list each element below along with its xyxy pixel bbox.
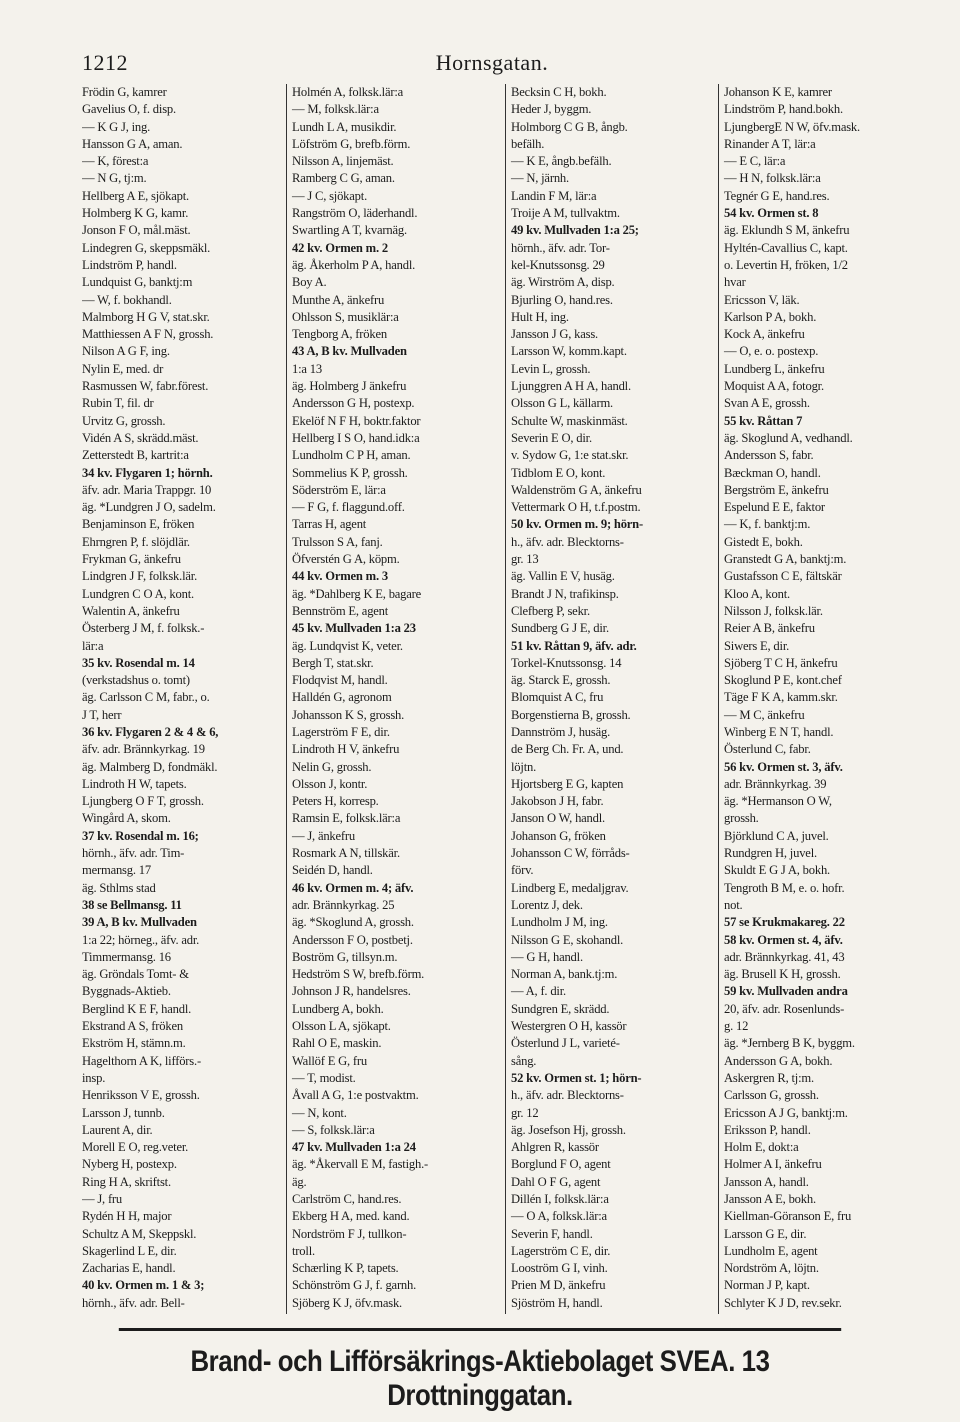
directory-entry: äg. Starck E, grossh. bbox=[511, 673, 611, 688]
directory-entry: — J C, sjökapt. bbox=[292, 188, 368, 203]
directory-entry: — J, fru bbox=[82, 1192, 123, 1206]
directory-entry: insp. bbox=[82, 1070, 106, 1085]
directory-entry: Nilson A G F, ing. bbox=[82, 344, 170, 359]
directory-entry: Holmer A I, änkefru bbox=[724, 1157, 822, 1172]
directory-entry: Brandt J N, trafikinsp. bbox=[511, 586, 619, 601]
directory-entry: Swartling A T, kvarnäg. bbox=[292, 223, 407, 238]
directory-entry: Looström G I, vinh. bbox=[511, 1261, 608, 1276]
directory-entry: Johanson G, fröken bbox=[511, 828, 606, 843]
directory-entry: — M C, änkefru bbox=[724, 707, 805, 722]
directory-entry: 44 kv. Ormen m. 3 bbox=[292, 569, 388, 584]
directory-entry: äfv. adr. Brännkyrkag. 19 bbox=[82, 742, 205, 757]
directory-entry: Ericsson A J G, banktj:m. bbox=[724, 1105, 848, 1120]
directory-entry: 45 kv. Mullvaden 1:a 23 bbox=[292, 621, 416, 636]
directory-entry: g. 12 bbox=[724, 1019, 749, 1034]
directory-entry: Norman J P, kapt. bbox=[724, 1278, 810, 1293]
directory-entry: Täge F K A, kamm.skr. bbox=[724, 690, 838, 705]
directory-entry: (verkstadshus o. tomt) bbox=[82, 673, 190, 688]
directory-entry: äg. Carlsson C M, fabr., o. bbox=[82, 690, 210, 705]
directory-entry: Tidblom E O, kont. bbox=[511, 465, 606, 480]
directory-entry: 20, äfv. adr. Rosenlunds- bbox=[724, 1001, 845, 1016]
directory-entry: äg. Skoglund A, vedhandl. bbox=[724, 430, 853, 445]
directory-entry: Sjöström H, handl. bbox=[511, 1295, 603, 1310]
directory-entry: Espelund E E, faktor bbox=[724, 500, 825, 515]
directory-entry: kel-Knutssonsg. 29 bbox=[511, 257, 605, 272]
directory-entry bbox=[292, 1312, 500, 1314]
directory-entry: Severin E O, dir. bbox=[511, 430, 592, 445]
directory-entry: Lorentz J, dek. bbox=[511, 897, 583, 912]
directory-entry: 36 kv. Flygaren 2 & 4 & 6, bbox=[82, 724, 219, 739]
directory-entry: Lundholm J M, ing. bbox=[511, 915, 608, 930]
directory-entry: 1:a 13 bbox=[292, 361, 322, 376]
directory-entry: Troije A M, tullvaktm. bbox=[511, 206, 620, 221]
directory-entry: hörnh., äfv. adr. Bell- bbox=[82, 1295, 185, 1310]
directory-column-4 bbox=[718, 84, 908, 1314]
directory-entry: äg. *Skoglund A, grossh. bbox=[292, 915, 414, 930]
directory-entry: Peters H, korresp. bbox=[292, 794, 379, 809]
directory-entry: Flodqvist M, handl. bbox=[292, 673, 388, 688]
directory-entry: Rydén H H, major bbox=[82, 1209, 172, 1224]
directory-entry: Dillén I, folksk.lär:a bbox=[511, 1192, 609, 1206]
directory-entry: Lundgren C O A, kont. bbox=[82, 586, 194, 601]
directory-entry: Landin F M, lär:a bbox=[511, 188, 597, 203]
directory-entry: Jonson F O, mål.mäst. bbox=[82, 223, 191, 238]
directory-entry: äg. Sthlms stad bbox=[82, 880, 156, 895]
directory-entry: Skagerlind L E, dir. bbox=[82, 1243, 177, 1258]
footer-advertisement: Brand- och Lifförsäkrings-Aktiebolaget SVEA. 13 Drottninggatan. bbox=[119, 1328, 841, 1413]
directory-entry: Rahl O E, maskin. bbox=[292, 1036, 382, 1051]
directory-entry: grossh. bbox=[724, 811, 759, 826]
directory-entry: Nordström A, löjtn. bbox=[724, 1261, 819, 1276]
directory-entry: Ahlgren R, kassör bbox=[511, 1140, 599, 1155]
directory-entry: 34 kv. Flygaren 1; hörnh. bbox=[82, 465, 213, 480]
directory-entry: 57 se Krukmakareg. 22 bbox=[724, 915, 845, 930]
directory-entry: Lagerström C E, dir. bbox=[511, 1243, 611, 1258]
directory-entry: Österlund C, fabr. bbox=[724, 742, 811, 757]
directory-entry: Ekelöf N F H, boktr.faktor bbox=[292, 413, 421, 428]
directory-entry: Ramsin E, folksk.lär:a bbox=[292, 811, 401, 826]
directory-entry: — F G, f. flaggund.off. bbox=[292, 500, 405, 515]
directory-entry: gr. 13 bbox=[511, 552, 539, 567]
directory-entry: Ericsson V, läk. bbox=[724, 292, 800, 307]
directory-entry: adr. Brännkyrkag. 25 bbox=[292, 897, 395, 912]
directory-entry: Severin F, handl. bbox=[511, 1226, 593, 1241]
directory-entry: äg. Eklundh S M, änkefru bbox=[724, 223, 850, 238]
directory-entry: Ljunggren A H A, handl. bbox=[511, 379, 631, 394]
directory-entry: Söderström E, lär:a bbox=[292, 482, 386, 497]
directory-entry: Timmermansg. 16 bbox=[82, 949, 171, 964]
directory-entry: Schönström G J, f. garnh. bbox=[292, 1278, 417, 1293]
directory-entry: Sundberg G J E, dir. bbox=[511, 621, 609, 636]
directory-entry: Gavelius O, f. disp. bbox=[82, 102, 176, 117]
directory-entry: Lagerström F E, dir. bbox=[292, 724, 390, 739]
page-header bbox=[82, 50, 902, 80]
directory-entry: Zetterstedt B, kartrit:a bbox=[82, 448, 189, 463]
directory-entry: Heder J, byggm. bbox=[511, 102, 592, 117]
directory-entry: Karlson P A, bokh. bbox=[724, 309, 817, 324]
directory-entry: Rangström O, läderhandl. bbox=[292, 206, 418, 221]
directory-entry: Zacharias E, handl. bbox=[82, 1261, 176, 1276]
directory-entry: — M, folksk.lär:a bbox=[292, 102, 379, 117]
directory-entry: Ramberg C G, aman. bbox=[292, 171, 395, 186]
directory-columns bbox=[82, 84, 902, 1314]
directory-entry: Ekstrand A S, fröken bbox=[82, 1019, 183, 1034]
directory-entry: Rubin T, fil. dr bbox=[82, 396, 154, 411]
directory-entry: 43 A, B kv. Mullvaden bbox=[292, 344, 407, 359]
directory-entry: äg. Gröndals Tomt- & bbox=[82, 967, 189, 982]
directory-column-3 bbox=[505, 84, 713, 1314]
directory-entry: Berglind K E F, handl. bbox=[82, 1001, 192, 1016]
directory-entry: Kock A, änkefru bbox=[724, 327, 805, 342]
directory-entry: v. Sydow G, 1:e stat.skr. bbox=[511, 448, 629, 463]
directory-entry: — N, järnh. bbox=[511, 171, 569, 186]
directory-entry: Holmén A, folksk.lär:a bbox=[292, 85, 404, 99]
directory-entry: Byggnads-Aktieb. bbox=[82, 984, 171, 999]
directory-entry: Levin L, grossh. bbox=[511, 361, 591, 376]
directory-entry: — O A, folksk.lär:a bbox=[511, 1209, 607, 1224]
directory-entry: Andersson F O, postbetj. bbox=[292, 932, 413, 947]
directory-entry: — O, e. o. postexp. bbox=[724, 344, 819, 359]
directory-entry: Lindström P, handl. bbox=[82, 257, 177, 272]
directory-entry: Seidén D, handl. bbox=[292, 863, 373, 878]
directory-entry: Ehrngren P, f. slöjdlär. bbox=[82, 534, 190, 549]
directory-entry: Nilsson J, folksk.lär. bbox=[724, 603, 823, 618]
directory-entry: Wingård A, skom. bbox=[82, 811, 171, 826]
directory-entry: Winberg E N T, handl. bbox=[724, 724, 834, 739]
directory-entry: Olsson G L, källarm. bbox=[511, 396, 613, 411]
directory-entry: Gustafsson C E, fältskär bbox=[724, 569, 842, 584]
directory-entry: 49 kv. Mullvaden 1:a 25; bbox=[511, 223, 639, 238]
directory-entry: Nordström F J, tullkon- bbox=[292, 1226, 407, 1241]
directory-entry: Skuldt E G J A, bokh. bbox=[724, 863, 831, 878]
directory-entry: Urvitz G, grossh. bbox=[82, 413, 166, 428]
directory-entry: Andersson S, fabr. bbox=[724, 448, 814, 463]
directory-entry: Waldenström G A, änkefru bbox=[511, 482, 642, 497]
directory-entry: Henriksson V E, grossh. bbox=[82, 1088, 200, 1103]
directory-entry: Boy A. bbox=[292, 275, 327, 290]
directory-entry: Dahl O F G, agent bbox=[511, 1174, 601, 1189]
directory-entry: — E C, lär:a bbox=[724, 154, 786, 169]
directory-entry: äg. *Åkervall E M, fastigh.- bbox=[292, 1157, 429, 1172]
directory-entry: äg. Brusell K H, grossh. bbox=[724, 967, 841, 982]
directory-entry: — K E, ångb.befälh. bbox=[511, 154, 612, 169]
directory-entry: Kloo A, kont. bbox=[724, 586, 790, 601]
directory-entry: Clefberg P, sekr. bbox=[511, 603, 590, 618]
directory-entry: Bergström E, änkefru bbox=[724, 482, 829, 497]
page-title: Hornsgatan. bbox=[435, 50, 549, 75]
directory-entry: lär:a bbox=[82, 638, 104, 653]
directory-entry: Prien M D, änkefru bbox=[511, 1278, 606, 1293]
directory-entry: Bennström E, agent bbox=[292, 603, 389, 618]
directory-entry: J T, herr bbox=[82, 707, 122, 722]
directory-entry: äg. bbox=[292, 1174, 307, 1189]
directory-entry: — K, f. banktj:m. bbox=[724, 517, 811, 532]
directory-entry: Hellberg A E, sjökapt. bbox=[82, 188, 189, 203]
directory-column-2 bbox=[286, 84, 500, 1314]
directory-entry: Trulsson S A, fanj. bbox=[292, 534, 383, 549]
directory-entry: Jansson A E, bokh. bbox=[724, 1192, 816, 1206]
directory-entry: Rosmark A N, tillskär. bbox=[292, 846, 400, 861]
directory-entry: hörnh., äfv. adr. Tor- bbox=[511, 240, 610, 255]
directory-entry: Gistedt E, bokh. bbox=[724, 534, 803, 549]
directory-entry: Frödin G, kamrer bbox=[82, 85, 167, 99]
directory-entry: Andersson G A, bokh. bbox=[724, 1053, 833, 1068]
directory-entry: Österberg J M, f. folksk.- bbox=[82, 621, 205, 636]
directory-entry: Frykman G, änkefru bbox=[82, 552, 181, 567]
directory-entry: Larsson W, komm.kapt. bbox=[511, 344, 627, 359]
directory-entry: — W, f. bokhandl. bbox=[82, 292, 172, 307]
directory-entry: Schlyter K J D, rev.sekr. bbox=[724, 1295, 842, 1310]
directory-entry: löjtn. bbox=[511, 759, 537, 774]
directory-entry: Bjurling O, hand.res. bbox=[511, 292, 613, 307]
directory-entry: 50 kv. Ormen m. 9; hörn- bbox=[511, 517, 643, 532]
directory-entry: Vidén A S, skrädd.mäst. bbox=[82, 430, 199, 445]
directory-entry: — J, änkefru bbox=[292, 828, 355, 843]
directory-entry: Sommelius K P, grossh. bbox=[292, 465, 408, 480]
directory-entry: Hedström S W, brefb.förm. bbox=[292, 967, 425, 982]
directory-entry: Nelin G, grossh. bbox=[292, 759, 372, 774]
directory-entry: Hult H, ing. bbox=[511, 309, 569, 324]
directory-entry: Lindberg E, medaljgrav. bbox=[511, 880, 629, 895]
directory-entry: äfv. adr. Maria Trappgr. 10 bbox=[82, 482, 212, 497]
directory-entry: — K G J, ing. bbox=[82, 119, 151, 134]
directory-entry: äg. Malmberg D, fondmäkl. bbox=[82, 759, 218, 774]
directory-entry: Larsson G E, dir. bbox=[724, 1226, 807, 1241]
directory-entry: 54 kv. Ormen st. 8 bbox=[724, 206, 819, 221]
directory-entry: LjungbergE N W, öfv.mask. bbox=[724, 119, 860, 134]
directory-entry: Nylin E, med. dr bbox=[82, 361, 164, 376]
directory-entry: hörnh., äfv. adr. Tim- bbox=[82, 846, 185, 861]
directory-entry: Hellberg I S O, hand.idk:a bbox=[292, 430, 420, 445]
directory-entry: Munthe A, änkefru bbox=[292, 292, 385, 307]
directory-entry bbox=[511, 1312, 713, 1314]
directory-entry: Matthiessen A F N, grossh. bbox=[82, 327, 214, 342]
directory-entry: äg. *Dahlberg K E, bagare bbox=[292, 586, 422, 601]
directory-entry: — K, förest:a bbox=[82, 154, 149, 169]
directory-entry: Malmborg H G V, stat.skr. bbox=[82, 309, 210, 324]
directory-entry: h., äfv. adr. Blecktorns- bbox=[511, 534, 624, 549]
directory-entry: Holmborg C G B, ångb. bbox=[511, 119, 628, 134]
directory-entry: Tegnér G E, hand.res. bbox=[724, 188, 830, 203]
directory-entry: Tarras H, agent bbox=[292, 517, 367, 532]
directory-entry: 47 kv. Mullvaden 1:a 24 bbox=[292, 1140, 416, 1155]
directory-entry: Schultz A M, Skeppskl. bbox=[82, 1226, 197, 1241]
directory-entry: 37 kv. Rosendal m. 16; bbox=[82, 828, 199, 843]
directory-entry: 38 se Bellmansg. 11 bbox=[82, 897, 182, 912]
directory-entry: Öfverstén G A, köpm. bbox=[292, 552, 400, 567]
directory-entry: Halldén G, agronom bbox=[292, 690, 392, 705]
directory-entry: Sjöberg T C H, änkefru bbox=[724, 655, 838, 670]
directory-entry: förv. bbox=[511, 863, 534, 878]
directory-entry: Hagelthorn A K, lifförs.- bbox=[82, 1053, 201, 1068]
directory-entry: Hansson G A, aman. bbox=[82, 136, 183, 151]
directory-entry: 35 kv. Rosendal m. 14 bbox=[82, 655, 195, 670]
directory-entry: Carlsson G, grossh. bbox=[724, 1088, 819, 1103]
directory-entry: troll. bbox=[292, 1243, 315, 1258]
directory-entry: — G H, handl. bbox=[511, 949, 583, 964]
directory-entry: Wallöf E G, fru bbox=[292, 1053, 368, 1068]
directory-entry: — T, modist. bbox=[292, 1070, 356, 1085]
directory-entry: Svan A E, grossh. bbox=[724, 396, 810, 411]
directory-entry: Rundgren H, juvel. bbox=[724, 846, 817, 861]
directory-entry: Johansson C W, förråds- bbox=[511, 846, 630, 861]
directory-entry: Norman A, bank.tj:m. bbox=[511, 967, 618, 982]
directory-entry: Schærling K P, tapets. bbox=[292, 1261, 399, 1276]
directory-entry: mermansg. 17 bbox=[82, 863, 151, 878]
directory-entry: Reier A B, änkefru bbox=[724, 621, 815, 636]
directory-entry: Nilsson A, linjemäst. bbox=[292, 154, 394, 169]
directory-entry: Laurent A, dir. bbox=[82, 1122, 153, 1137]
directory-entry: Rasmussen W, fabr.förest. bbox=[82, 379, 209, 394]
directory-entry: Johnson J R, handelsres. bbox=[292, 984, 411, 999]
directory-entry: Ljungberg O F T, grossh. bbox=[82, 794, 204, 809]
directory-entry: Sundgren E, skrädd. bbox=[511, 1001, 610, 1016]
directory-entry: Holm E, dokt:a bbox=[724, 1140, 799, 1155]
directory-entry: Siwers E, dir. bbox=[724, 638, 790, 653]
directory-entry: Johanson K E, kamrer bbox=[724, 85, 832, 99]
directory-entry: Olsson J, kontr. bbox=[292, 776, 368, 791]
directory-entry: äg. *Hermanson O W, bbox=[724, 794, 832, 809]
directory-entry: 58 kv. Ormen st. 4, äfv. bbox=[724, 932, 843, 947]
directory-entry: — N G, tj:m. bbox=[82, 171, 147, 186]
directory-entry: 56 kv. Ormen st. 3, äfv. bbox=[724, 759, 843, 774]
directory-entry: Boström G, tillsyn.m. bbox=[292, 949, 398, 964]
directory-entry: äg. Vallin E V, husäg. bbox=[511, 569, 615, 584]
directory-entry: 42 kv. Ormen m. 2 bbox=[292, 240, 388, 255]
directory-entry: Carlström C, hand.res. bbox=[292, 1192, 402, 1206]
directory-entry: Lindström P, hand.bokh. bbox=[724, 102, 843, 117]
directory-entry: Bæckman O, handl. bbox=[724, 465, 821, 480]
directory-entry: Torkel-Knutssonsg. 14 bbox=[511, 655, 622, 670]
directory-entry: Janson O W, handl. bbox=[511, 811, 606, 826]
directory-entry: Bergh T, stat.skr. bbox=[292, 655, 374, 670]
directory-entry: Moquist A A, fotogr. bbox=[724, 379, 824, 394]
directory-entry: Åvall A G, 1:e postvaktm. bbox=[292, 1088, 419, 1103]
directory-entry bbox=[724, 1312, 908, 1314]
directory-entry: 52 kv. Ormen st. 1; hörn- bbox=[511, 1070, 642, 1085]
directory-entry: — H N, folksk.lär:a bbox=[724, 171, 821, 186]
directory-entry: Vettermark O H, t.f.postm. bbox=[511, 500, 641, 515]
directory-entry: Lundberg L, änkefru bbox=[724, 361, 825, 376]
directory-entry: äg. *Jernberg B K, byggm. bbox=[724, 1036, 855, 1051]
directory-entry: Lundholm E, agent bbox=[724, 1243, 818, 1258]
directory-entry: gr. 12 bbox=[511, 1105, 539, 1120]
directory-entry: Jansson J G, kass. bbox=[511, 327, 599, 342]
directory-entry: 59 kv. Mullvaden andra bbox=[724, 984, 848, 999]
directory-entry: Blomquist A C, fru bbox=[511, 690, 604, 705]
directory-entry: Eriksson P, handl. bbox=[724, 1122, 811, 1137]
directory-entry: adr. Brännkyrkag. 39 bbox=[724, 776, 827, 791]
directory-entry: Ekberg H A, med. kand. bbox=[292, 1209, 410, 1224]
directory-entry: Hyltén-Cavallius C, kapt. bbox=[724, 240, 848, 255]
directory-entry: Nyberg H, postexp. bbox=[82, 1157, 177, 1172]
directory-entry: Schulte W, maskinmäst. bbox=[511, 413, 628, 428]
directory-entry: Askergren R, tj:m. bbox=[724, 1070, 814, 1085]
directory-entry: Walentin A, änkefru bbox=[82, 603, 180, 618]
directory-entry: Dannström J, husäg. bbox=[511, 724, 611, 739]
directory-entry: not. bbox=[724, 897, 743, 912]
directory-entry: adr. Brännkyrkag. 41, 43 bbox=[724, 949, 845, 964]
directory-entry: Lindgren J F, folksk.lär. bbox=[82, 569, 198, 584]
directory-entry: Tengborg A, fröken bbox=[292, 327, 387, 342]
directory-entry: 40 kv. Ormen m. 1 & 3; bbox=[82, 1278, 205, 1293]
directory-entry: 1:a 22; hörneg., äfv. adr. bbox=[82, 932, 200, 947]
directory-entry: — S, folksk.lär:a bbox=[292, 1122, 375, 1137]
directory-entry: Westergren O H, kassör bbox=[511, 1019, 627, 1034]
directory-entry: sång. bbox=[511, 1053, 537, 1068]
directory-entry: Jansson A, handl. bbox=[724, 1174, 809, 1189]
directory-entry: Lundholm C P H, aman. bbox=[292, 448, 411, 463]
directory-entry: Larsson J, tunnb. bbox=[82, 1105, 165, 1120]
directory-entry: 46 kv. Ormen m. 4; äfv. bbox=[292, 880, 414, 895]
directory-entry: 55 kv. Råttan 7 bbox=[724, 413, 803, 428]
directory-entry: Benjaminson E, fröken bbox=[82, 517, 195, 532]
directory-entry: Sjöberg K J, öfv.mask. bbox=[292, 1295, 402, 1310]
directory-entry: Becksin C H, bokh. bbox=[511, 85, 607, 99]
directory-entry: Lindroth H V, änkefru bbox=[292, 742, 400, 757]
directory-entry bbox=[82, 1312, 282, 1314]
directory-entry: hvar bbox=[724, 275, 746, 290]
directory-entry: Ohlsson S, musiklär:a bbox=[292, 309, 399, 324]
directory-entry: Skoglund P E, kont.chef bbox=[724, 673, 842, 688]
directory-entry: o. Levertin H, fröken, 1/2 bbox=[724, 257, 848, 272]
directory-entry: Holmberg K G, kamr. bbox=[82, 206, 189, 221]
directory-entry: Nilsson G E, skohandl. bbox=[511, 932, 624, 947]
directory-entry: äg. Holmberg J änkefru bbox=[292, 379, 407, 394]
directory-column-1 bbox=[82, 84, 282, 1314]
directory-entry: de Berg Ch. Fr. A, und. bbox=[511, 742, 624, 757]
directory-entry: Lundh L A, musikdir. bbox=[292, 119, 397, 134]
directory-entry: — A, f. dir. bbox=[511, 984, 566, 999]
directory-entry: Morell E O, reg.veter. bbox=[82, 1140, 189, 1155]
directory-entry: äg. Josefson Hj, grossh. bbox=[511, 1122, 626, 1137]
directory-entry: Österlund J L, varieté- bbox=[511, 1036, 620, 1051]
directory-entry: Andersson G H, postexp. bbox=[292, 396, 415, 411]
directory-entry: Kiellman-Göranson E, fru bbox=[724, 1209, 852, 1224]
directory-entry: Tengroth B M, e. o. hofr. bbox=[724, 880, 845, 895]
directory-entry: Borglund F O, agent bbox=[511, 1157, 611, 1172]
directory-entry: Olsson L A, sjökapt. bbox=[292, 1019, 391, 1034]
directory-entry: 51 kv. Råttan 9, äfv. adr. bbox=[511, 638, 637, 653]
directory-entry: Lundquist G, banktj:m bbox=[82, 275, 193, 290]
directory-entry: befälh. bbox=[511, 136, 545, 151]
directory-entry: Ring H A, skriftst. bbox=[82, 1174, 171, 1189]
directory-entry: äg. Wirström A, disp. bbox=[511, 275, 615, 290]
directory-entry: Borgenstierna B, grossh. bbox=[511, 707, 631, 722]
directory-entry: äg. *Lundgren J O, sadelm. bbox=[82, 500, 216, 515]
directory-entry: Löfström G, brefb.förm. bbox=[292, 136, 411, 151]
directory-entry: Jakobson J H, fabr. bbox=[511, 794, 604, 809]
directory-entry: Hjortsberg E G, kapten bbox=[511, 776, 624, 791]
directory-entry: Lindegren G, skeppsmäkl. bbox=[82, 240, 211, 255]
directory-entry: äg. Åkerholm P A, handl. bbox=[292, 257, 416, 272]
directory-entry: Rinander A T, lär:a bbox=[724, 136, 816, 151]
directory-entry: 39 A, B kv. Mullvaden bbox=[82, 915, 197, 930]
directory-entry: h., äfv. adr. Blecktorns- bbox=[511, 1088, 624, 1103]
directory-entry: Björklund C A, juvel. bbox=[724, 828, 829, 843]
directory-entry: Granstedt G A, banktj:m. bbox=[724, 552, 847, 567]
page-number: 1212 bbox=[82, 50, 128, 75]
directory-entry: Ekström H, stämn.m. bbox=[82, 1036, 186, 1051]
directory-entry: äg. Lundqvist K, veter. bbox=[292, 638, 403, 653]
directory-entry: Lundberg A, bokh. bbox=[292, 1001, 384, 1016]
directory-entry: Johansson K S, grossh. bbox=[292, 707, 405, 722]
directory-entry: Lindroth H W, tapets. bbox=[82, 776, 187, 791]
directory-entry: — N, kont. bbox=[292, 1105, 347, 1120]
